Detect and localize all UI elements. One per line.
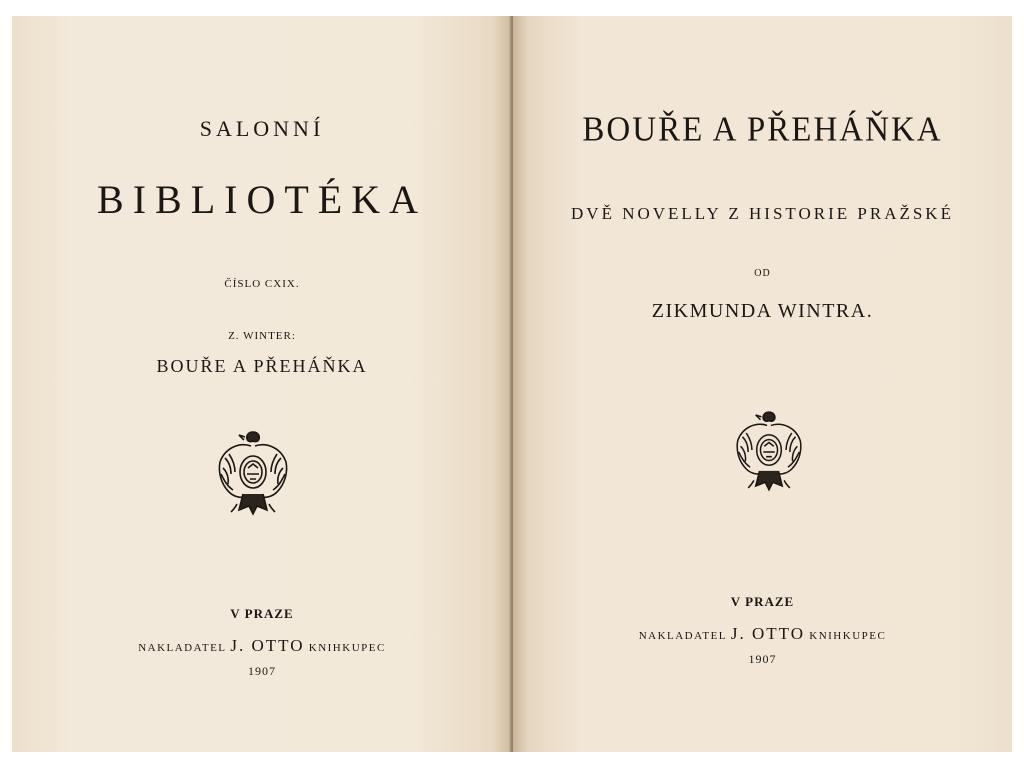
eagle-emblem-icon (733, 408, 805, 494)
left-page (12, 16, 512, 752)
series-title: BIBLIOTÉKA (97, 177, 427, 222)
volume-number: ČÍSLO CXIX. (224, 278, 300, 290)
series-label: SALONNÍ (199, 116, 325, 141)
eagle-emblem-icon (215, 428, 291, 518)
publication-city: V PRAZE (730, 594, 795, 609)
author-short: Z. WINTER: (228, 330, 296, 342)
publisher-suffix: KNIHKUPEC (308, 642, 386, 654)
publisher-prefix: NAKLADATEL (138, 642, 227, 654)
author-name: ZIKMUNDA WINTRA. (651, 300, 874, 322)
publisher-line (513, 624, 1012, 644)
book-title: BOUŘE A PŘEHÁŇKA (582, 111, 943, 149)
right-page (513, 16, 1012, 752)
publisher-name: J. OTTO (730, 624, 805, 643)
publisher-prefix: NAKLADATEL (638, 630, 727, 642)
book-subtitle: DVĚ NOVELLY Z HISTORIE PRAŽSKÉ (571, 204, 954, 223)
by-label: OD (754, 268, 771, 279)
book-title-small: BOUŘE A PŘEHÁŇKA (156, 356, 368, 376)
publisher-line (12, 636, 512, 656)
publisher-suffix: KNIHKUPEC (809, 630, 887, 642)
publication-year: 1907 (248, 664, 276, 678)
publisher-name: J. OTTO (230, 636, 305, 655)
publication-year: 1907 (748, 652, 777, 666)
publication-city: V PRAZE (230, 606, 294, 621)
